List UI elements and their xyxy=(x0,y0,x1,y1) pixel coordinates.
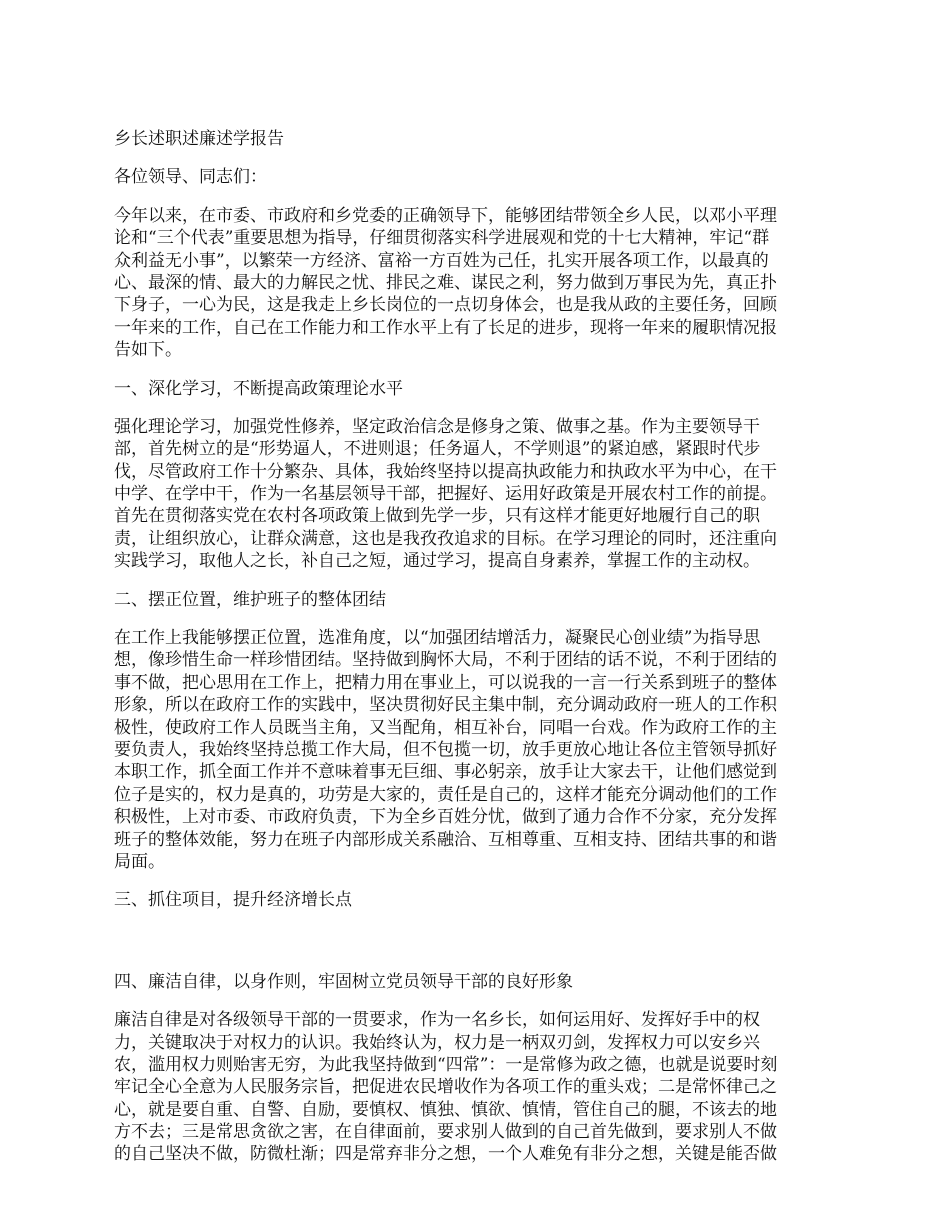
text-line: 要负责人，我始终坚持总揽工作大局，但不包揽一切，放手更放心地让各位主管领导抓好 xyxy=(114,739,777,760)
text-line: 中学、在学中干，作为一名基层领导干部，把握好、运用好政策是开展农村工作的前提。 xyxy=(114,484,777,505)
text-line: 论和“三个代表”重要思想为指导，仔细贯彻落实科学进展观和党的十七大精神，牢记“群 xyxy=(114,228,770,249)
text-line: 实践学习，取他人之长，补自己之短，通过学习，提高自身素养，掌握工作的主动权。 xyxy=(114,551,760,572)
text-line: 伐，尽管政府工作十分繁杂、具体，我始终坚持以提高执政能力和执政水平为中心，在干 xyxy=(114,461,777,482)
text-line: 本职工作，抓全面工作并不意味着事无巨细、事必躬亲，放手让大家去干，让他们感觉到 xyxy=(114,762,777,783)
text-line: 今年以来，在市委、市政府和乡党委的正确领导下，能够团结带领全乡人民，以邓小平理 xyxy=(114,205,777,226)
text-line: 局面。 xyxy=(114,851,165,872)
text-line: 形象，所以在政府工作的实践中，坚决贯彻好民主集中制，充分调动政府一班人的工作积 xyxy=(114,695,777,716)
text-line: 告如下。 xyxy=(114,340,182,361)
text-line: 牢记全心全意为人民服务宗旨，把促进农民增收作为各项工作的重头戏；二是常怀律己之 xyxy=(114,1077,777,1098)
text-line: 众利益无小事”，以繁荣一方经济、富裕一方百姓为己任，扎实开展各项工作，以最真的 xyxy=(114,250,769,271)
section2-paragraph xyxy=(114,627,840,873)
section1-paragraph xyxy=(114,416,840,573)
text-line: 想，像珍惜生命一样珍惜团结。坚持做到胸怀大局，不利于团结的话不说，不利于团结的 xyxy=(114,650,777,671)
text-line: 心，就是要自重、自警、自励，要慎权、慎独、慎欲、慎情，管住自己的腿，不该去的地 xyxy=(114,1099,777,1120)
section-heading: 二、摆正位置，维护班子的整体团结 xyxy=(114,589,386,610)
text-line: 极性，使政府工作人员既当主角，又当配角，相互补台，同唱一台戏。作为政府工作的主 xyxy=(114,717,777,738)
document-title: 乡长述职述廉述学报告 xyxy=(114,129,284,149)
text-line: 农，滥用权力则贻害无穷，为此我坚持做到“四常”：一是常修为政之德，也就是说要时刻 xyxy=(114,1054,778,1075)
text-line: 在工作上我能够摆正位置，选准角度，以“加强团结增活力，凝聚民心创业绩”为指导思 xyxy=(114,628,761,649)
text-line: 廉洁自律是对各级领导干部的一贯要求，作为一名乡长，如何运用好、发挥好手中的权 xyxy=(114,1010,760,1031)
section4-paragraph xyxy=(114,1009,840,1166)
text-line: 责，让组织放心，让群众满意，这也是我孜孜追求的目标。在学习理论的同时，还注重向 xyxy=(114,528,777,549)
text-line: 首先在贯彻落实党在农村各项政策上做到先学一步，只有这样才能更好地履行自己的职 xyxy=(114,506,760,527)
section-heading: 一、深化学习，不断提高政策理论水平 xyxy=(114,378,403,399)
text-line: 下身子，一心为民，这是我走上乡长岗位的一点切身体会，也是我从政的主要任务，回顾 xyxy=(114,295,777,316)
text-line: 一年来的工作，自己在工作能力和工作水平上有了长足的进步，现将一年来的履职情况报 xyxy=(114,317,777,338)
text-line: 班子的整体效能，努力在班子内部形成关系融洽、互相尊重、互相支持、团结共事的和谐 xyxy=(114,829,777,850)
text-line: 位子是实的，权力是真的，功劳是大家的，责任是自己的，这样才能充分调动他们的工作 xyxy=(114,784,777,805)
text-line: 积极性，上对市委、市政府负责，下为全乡百姓分忧，做到了通力合作不分家，充分发挥 xyxy=(114,807,777,828)
text-line: 心、最深的情、最大的力解民之忧、排民之难、谋民之利，努力做到万事民为先，真正扑 xyxy=(114,272,777,293)
intro-paragraph xyxy=(114,205,840,362)
section-heading: 四、廉洁自律，以身作则，牢固树立党员领导干部的良好形象 xyxy=(114,971,573,992)
section-heading: 三、抓住项目，提升经济增长点 xyxy=(114,890,352,911)
text-line: 强化理论学习，加强党性修养，坚定政治信念是修身之策、做事之基。作为主要领导干 xyxy=(114,416,760,437)
text-line: 部，首先树立的是“形势逼人，不进则退；任务逼人，不学则退”的紧迫感，紧跟时代步 xyxy=(114,439,761,460)
text-line: 事不做，把心思用在工作上，把精力用在事业上，可以说我的一言一行关系到班子的整体 xyxy=(114,672,777,693)
salutation: 各位领导、同志们： xyxy=(114,167,267,188)
text-line: 的自己坚决不做，防微杜渐；四是常弃非分之想，一个人难免有非分之想，关键是能否做 xyxy=(114,1144,777,1165)
text-line: 力，关键取决于对权力的认识。我始终认为，权力是一柄双刃剑，发挥权力可以安乡兴 xyxy=(114,1032,760,1053)
document-page xyxy=(114,128,840,1182)
text-line: 方不去；三是常思贪欲之害，在自律面前，要求别人做到的自己首先做到，要求别人不做 xyxy=(114,1122,777,1143)
